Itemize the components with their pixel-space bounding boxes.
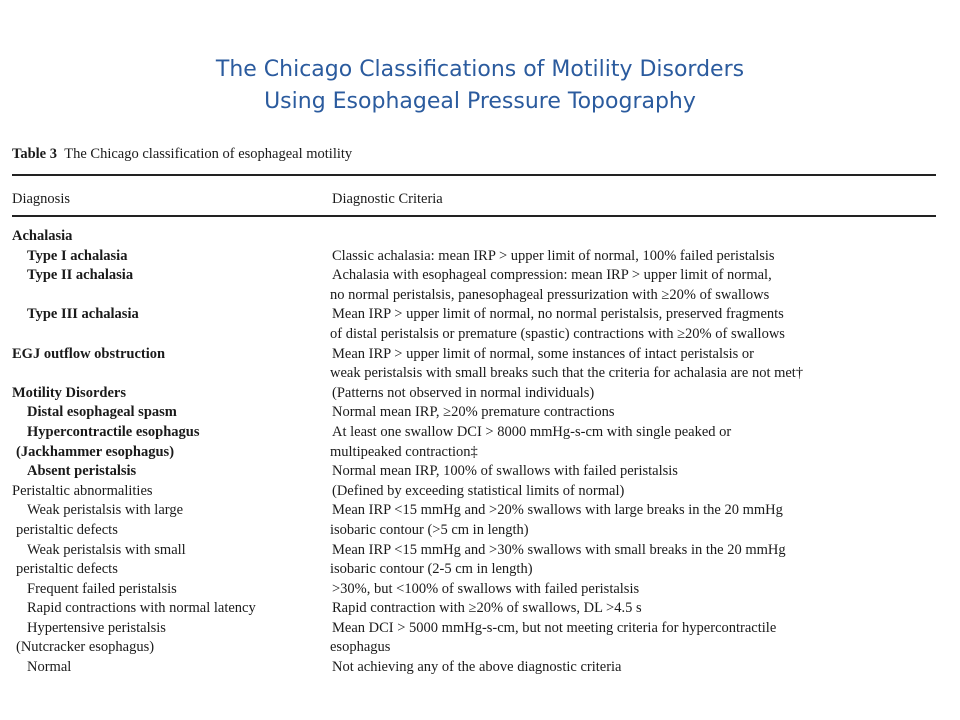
table-row (0, 403, 960, 423)
diagnosis-line: Motility Disorders (12, 384, 126, 401)
diagnosis-line: Peristaltic abnormalities (12, 482, 153, 499)
table-header-rule (12, 215, 936, 217)
table-row (0, 482, 960, 502)
diagnosis-line: Weak peristalsis with large (27, 502, 184, 519)
criteria-line: Not achieving any of the above diagnostic criteria (332, 659, 622, 676)
criteria-line: Achalasia with esophageal compression: mean IRP > upper limit of normal, (332, 267, 772, 284)
criteria-cell (320, 462, 960, 482)
criteria-line: Classic achalasia: mean IRP > upper limit of normal, 100% failed peristalsis (332, 247, 775, 264)
diagnosis-cell (0, 619, 320, 658)
criteria-line: (Patterns not observed in normal individuals) (332, 384, 595, 401)
diagnosis-cell (0, 423, 320, 462)
diagnosis-line: Frequent failed peristalsis (27, 580, 177, 597)
diagnosis-cell (0, 247, 320, 267)
criteria-line: no normal peristalsis, panesophageal pressurization with ≥20% of swallows (330, 286, 770, 303)
diagnosis-line: Achalasia (12, 228, 73, 244)
table-caption-text: The Chicago classification of esophageal motility (64, 146, 353, 162)
criteria-line: At least one swallow DCI > 8000 mmHg-s-cm with single peaked or (332, 423, 732, 440)
criteria-line: Normal mean IRP, ≥20% premature contractions (332, 404, 615, 421)
criteria-line: isobaric contour (2-5 cm in length) (330, 561, 533, 578)
slide-title (0, 54, 960, 118)
criteria-line: >30%, but <100% of swallows with failed peristalsis (332, 580, 640, 597)
table-caption (12, 145, 352, 163)
table-row (0, 247, 960, 267)
table-row (0, 541, 960, 580)
criteria-line: Rapid contraction with ≥20% of swallows, DL >4.5 s (332, 600, 642, 617)
table-row (0, 423, 960, 462)
criteria-line: weak peristalsis with small breaks such that the criteria for achalasia are not met† (330, 365, 804, 382)
table-row (0, 305, 960, 344)
diagnosis-line: Type III achalasia (27, 306, 139, 323)
criteria-cell (320, 266, 960, 305)
table-row (0, 619, 960, 658)
diagnosis-line: EGJ outflow obstruction (12, 345, 166, 362)
diagnosis-cell (0, 305, 320, 344)
diagnosis-cell (0, 227, 320, 247)
table-row (0, 580, 960, 600)
diagnosis-cell (0, 658, 320, 678)
criteria-cell (320, 227, 960, 247)
table-row (0, 384, 960, 404)
diagnosis-cell (0, 541, 320, 580)
criteria-line: Mean IRP > upper limit of normal, some instances of intact peristalsis or (332, 345, 755, 362)
diagnosis-line: Type I achalasia (27, 247, 128, 264)
criteria-line: esophagus (330, 639, 391, 656)
diagnosis-cell (0, 482, 320, 502)
criteria-cell (320, 482, 960, 502)
diagnosis-line: peristaltic defects (16, 521, 118, 538)
table-label: Table 3 (12, 146, 57, 162)
diagnosis-cell (0, 266, 320, 305)
table-row (0, 658, 960, 678)
diagnosis-line: Normal (27, 659, 72, 676)
criteria-line: Mean IRP <15 mmHg and >30% swallows with small breaks in the 20 mmHg (332, 541, 786, 558)
criteria-line: multipeaked contraction‡ (330, 443, 478, 460)
criteria-cell (320, 501, 960, 540)
criteria-cell (320, 345, 960, 384)
table-row (0, 599, 960, 619)
criteria-cell (320, 541, 960, 580)
table-row (0, 227, 960, 247)
table-top-rule (12, 174, 936, 176)
diagnosis-line: peristaltic defects (16, 561, 118, 578)
criteria-line: Mean IRP > upper limit of normal, no normal peristalsis, preserved fragments (332, 306, 784, 323)
diagnosis-line: Rapid contractions with normal latency (27, 600, 256, 617)
criteria-cell (320, 599, 960, 619)
criteria-line: Normal mean IRP, 100% of swallows with failed peristalsis (332, 463, 678, 480)
criteria-line: of distal peristalsis or premature (spastic) contractions with ≥20% of swallows (330, 325, 785, 342)
diagnosis-cell (0, 403, 320, 423)
criteria-cell (320, 403, 960, 423)
diagnosis-cell (0, 384, 320, 404)
diagnosis-line: Absent peristalsis (27, 463, 137, 480)
table-row (0, 462, 960, 482)
diagnosis-cell (0, 345, 320, 384)
diagnosis-cell (0, 580, 320, 600)
diagnosis-column-header: Diagnosis (12, 191, 70, 207)
diagnosis-line: (Jackhammer esophagus) (16, 443, 175, 460)
diagnosis-line: (Nutcracker esophagus) (16, 639, 155, 656)
criteria-cell (320, 305, 960, 344)
criteria-cell (320, 580, 960, 600)
table-row (0, 266, 960, 305)
criteria-column-header: Diagnostic Criteria (332, 191, 443, 207)
criteria-cell (320, 384, 960, 404)
table-row (0, 345, 960, 384)
criteria-line: (Defined by exceeding statistical limits of normal) (332, 482, 625, 499)
criteria-line: Mean DCI > 5000 mmHg-s-cm, but not meeting criteria for hypercontractile (332, 619, 777, 636)
slide-title-line-1: The Chicago Classifications of Motility Disorders (215, 57, 745, 82)
diagnosis-line: Hypertensive peristalsis (27, 619, 166, 636)
criteria-cell (320, 619, 960, 658)
diagnosis-cell (0, 599, 320, 619)
table-body (0, 227, 960, 678)
criteria-line: Mean IRP <15 mmHg and >20% swallows with large breaks in the 20 mmHg (332, 502, 783, 519)
diagnosis-line: Type II achalasia (27, 267, 134, 284)
criteria-cell (320, 247, 960, 267)
criteria-cell (320, 658, 960, 678)
diagnosis-line: Weak peristalsis with small (27, 541, 186, 558)
table-row (0, 501, 960, 540)
diagnosis-cell (0, 462, 320, 482)
criteria-line: isobaric contour (>5 cm in length) (330, 521, 529, 538)
slide-title-line-2: Using Esophageal Pressure Topography (264, 89, 696, 114)
diagnosis-line: Distal esophageal spasm (27, 404, 177, 421)
criteria-cell (320, 423, 960, 462)
diagnosis-line: Hypercontractile esophagus (27, 423, 200, 440)
diagnosis-cell (0, 501, 320, 540)
